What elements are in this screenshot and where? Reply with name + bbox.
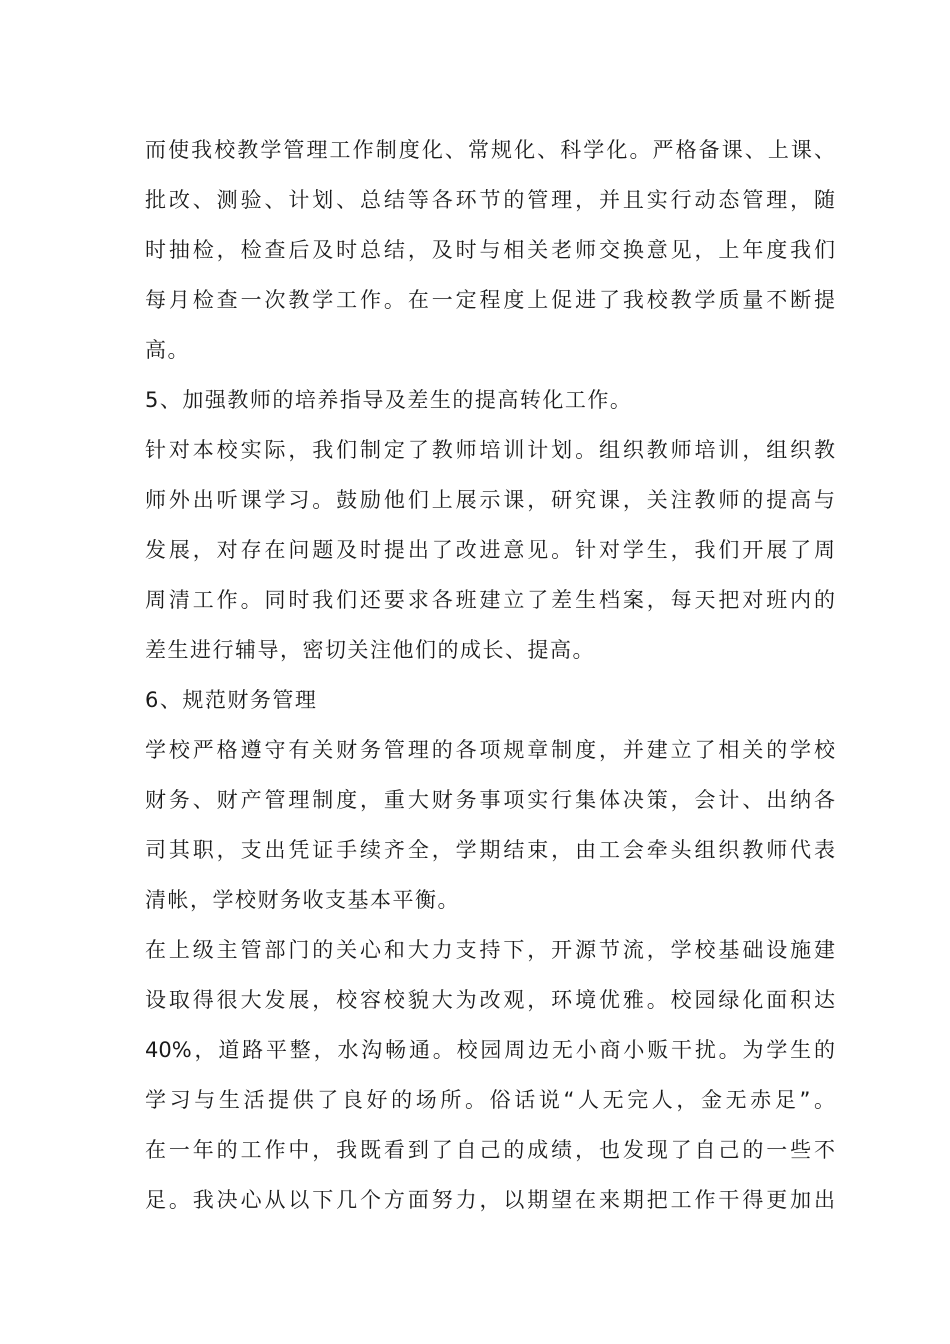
section-heading: 6、规范财务管理 [145, 688, 318, 712]
paragraph-line: 每月检查一次教学工作。在一定程度上促进了我校教学质量不断提 [145, 288, 835, 312]
paragraph-line: 足。我决心从以下几个方面努力，以期望在来期把工作干得更加出 [145, 1188, 835, 1212]
paragraph-line: 师外出听课学习。鼓励他们上展示课，研究课，关注教师的提高与 [145, 488, 835, 512]
paragraph-line: 而使我校教学管理工作制度化、常规化、科学化。严格备课、上课、 [145, 138, 835, 162]
paragraph-line: 司其职，支出凭证手续齐全，学期结束，由工会牵头组织教师代表 [145, 838, 835, 862]
paragraph-line: 设取得很大发展，校容校貌大为改观，环境优雅。校园绿化面积达 [145, 988, 835, 1012]
section-heading: 5、加强教师的培养指导及差生的提高转化工作。 [145, 388, 633, 412]
paragraph-line: 针对本校实际，我们制定了教师培训计划。组织教师培训，组织教 [145, 438, 835, 462]
paragraph-line: 发展，对存在问题及时提出了改进意见。针对学生，我们开展了周 [145, 538, 835, 562]
paragraph-line: 清帐，学校财务收支基本平衡。 [145, 888, 460, 912]
paragraph-line: 在上级主管部门的关心和大力支持下，开源节流，学校基础设施建 [145, 938, 835, 962]
paragraph-line: 周清工作。同时我们还要求各班建立了差生档案，每天把对班内的 [145, 588, 835, 612]
paragraph-line: 时抽检，检查后及时总结，及时与相关老师交换意见，上年度我们 [145, 238, 835, 262]
paragraph-line: 在一年的工作中，我既看到了自己的成绩，也发现了自己的一些不 [145, 1138, 835, 1162]
paragraph-line: 财务、财产管理制度，重大财务事项实行集体决策，会计、出纳各 [145, 788, 835, 812]
paragraph-line: 学校严格遵守有关财务管理的各项规章制度，并建立了相关的学校 [145, 738, 835, 762]
paragraph-line: 差生进行辅导，密切关注他们的成长、提高。 [145, 638, 595, 662]
paragraph-line: 高。 [145, 338, 190, 362]
document-body [145, 125, 835, 1225]
paragraph-line: 40%，道路平整，水沟畅通。校园周边无小商小贩干扰。为学生的 [145, 1038, 835, 1062]
paragraph-line: 学习与生活提供了良好的场所。俗话说“人无完人，金无赤足”。 [145, 1088, 835, 1112]
paragraph-line: 批改、测验、计划、总结等各环节的管理，并且实行动态管理，随 [145, 188, 835, 212]
